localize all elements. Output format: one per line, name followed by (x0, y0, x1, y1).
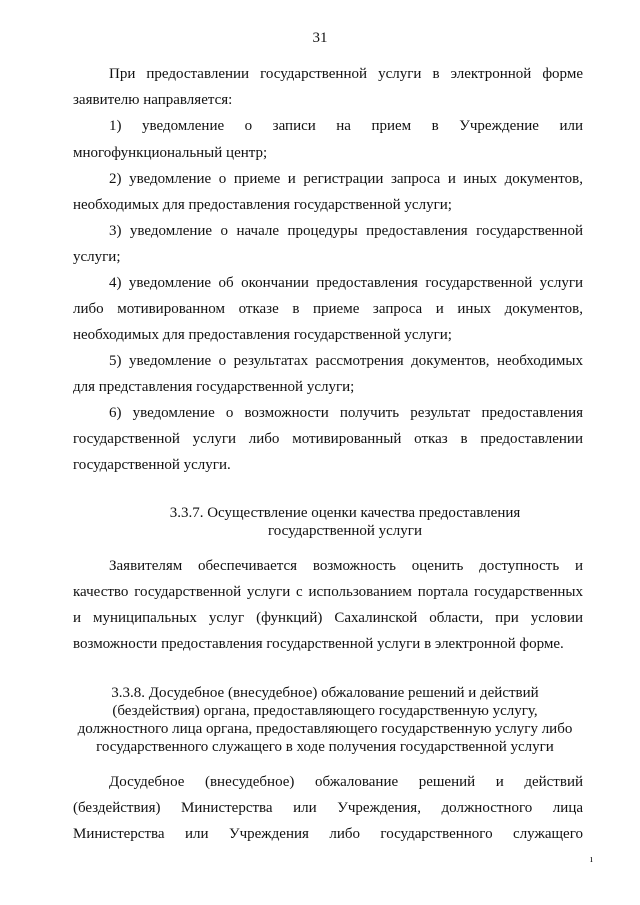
text-line: либо мотивированном отказе в приеме запроса и иных документов, (73, 301, 583, 317)
list-item-5: 5) уведомление о результатах рассмотрения документов, необходимых (109, 353, 583, 369)
list-item-3: 3) уведомление о начале процедуры предоставления государственной (109, 223, 583, 239)
list-item-6: 6) уведомление о возможности получить результат предоставления (109, 405, 583, 421)
text-line: государственной услуги. (73, 457, 231, 473)
text-line: многофункциональный центр; (73, 145, 268, 161)
section-heading-3-3-8-cont: государственного служащего в ходе получения государственной услуги (96, 739, 554, 755)
text-line: необходимых для предоставления государственной услуги; (73, 327, 452, 343)
list-item-2: 2) уведомление о приеме и регистрации запроса и иных документов, (109, 171, 583, 187)
text-line: Досудебное (внесудебное) обжалование решений и действий (109, 774, 583, 790)
section-heading-3-3-8-cont: должностного лица органа, предоставляющего государственную услугу либо (77, 721, 573, 737)
text-line: Министерства или Учреждения либо государственного служащего (73, 826, 583, 842)
section-heading-3-3-7-cont: государственной услуги (268, 523, 422, 539)
list-item-1: 1) уведомление о записи на прием в Учреждение или (109, 118, 583, 134)
text-line: При предоставлении государственной услуги в электронной форме (109, 66, 583, 82)
text-line: услуги; (73, 249, 121, 265)
section-heading-3-3-8: 3.3.8. Досудебное (внесудебное) обжалование решений и действий (111, 685, 539, 701)
text-line: и муниципальных услуг (функций) Сахалинской области, при условии (73, 610, 583, 626)
page-number: 31 (312, 30, 328, 46)
list-item-4: 4) уведомление об окончании предоставления государственной услуги (109, 275, 583, 291)
text-line: Заявителям обеспечивается возможность оценить доступность и (109, 558, 583, 574)
text-line: необходимых для предоставления государственной услуги; (73, 197, 452, 213)
section-heading-3-3-8-cont: (бездействия) органа, предоставляющего государственную услугу, (112, 703, 538, 719)
text-line: (бездействия) Министерства или Учреждения, должностного лица (73, 800, 583, 816)
section-heading-3-3-7: 3.3.7. Осуществление оценки качества предоставления (169, 505, 521, 521)
text-line: государственной услуги либо мотивированный отказ в предоставлении (73, 431, 583, 447)
text-line: возможности предоставления государственной услуги в электронной форме. (73, 636, 564, 652)
scan-speck: ı (590, 854, 593, 865)
text-line: для представления государственной услуги; (73, 379, 355, 395)
text-line: заявителю направляется: (73, 92, 233, 108)
text-line: качество государственной услуги с использованием портала государственных (73, 584, 583, 600)
